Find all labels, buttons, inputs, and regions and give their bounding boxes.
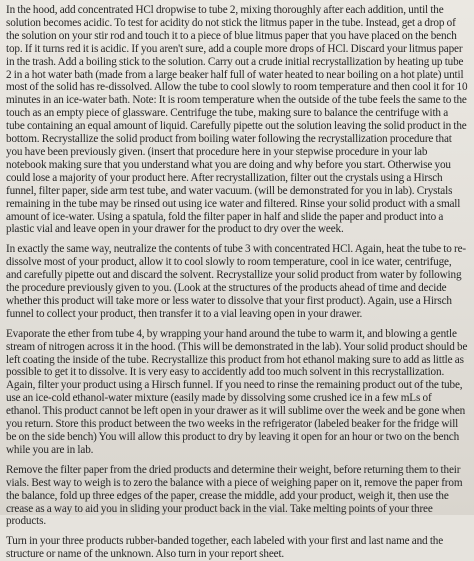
paragraph-spacer bbox=[6, 457, 468, 464]
paragraph-spacer bbox=[6, 236, 468, 243]
paragraph-tube-3: In exactly the same way, neutralize the contents of tube 3 with concentrated HCl. Again, heat the tube to re-dissolve most of your product, allow it to cool slowly to room temperature, cool in ice water, centrifuge, and carefully pipette out and discard the solvent. Recrystallize your solid product from water by following the procedure previously given to you. (Look at the structures of the products ahead of time and decide whether this product will take more or less water to dissolve that your first product). Again, use a Hirsch funnel to collect your product, then transfer it to a vial leaving open in your drawer. bbox=[6, 243, 466, 320]
paragraph-spacer bbox=[6, 528, 468, 535]
paragraph-tube-2: In the hood, add concentrated HCl dropwise to tube 2, mixing thoroughly after each addition, until the solution becomes acidic. To test for acidity do not stick the litmus paper in the tube. Instead, get a drop of the solution on your stir rod and touch it to a piece of blue litmus paper that you have placed on the bench top. If it turns red it is acidic. If you aren't sure, add a couple more drops of HCl. Discard your litmus paper in the trash. Add a boiling stick to the solution. Carry out a crude initial recrystallization by heating up tube 2 in a hot water bath (made from a large beaker half full of water heated to near boiling on a hot plate) until most of the solid has re-dissolved. Allow the tube to cool slowly to room temperature and then cool it for 10 minutes in an ice-water bath. Note: It is room temperature when the outside of the tube feels the same to the touch as an empty piece of glassware. Centrifuge the tube, making sure to balance the centrifuge with a tube containing an equal amount of liquid. Carefully pipette out the solution leaving the solid product in the bottom. Recrystallize the solid product from boiling water following the recrystallization procedure that you have been previously given. (insert that procedure here in your stepwise procedure in your lab notebook making sure that you understand what you are doing and why before you start. Otherwise you could lose a majority of your product here. After recrystallization, filter out the crystals using a Hirsch funnel, filter paper, side arm test tube, and water vacuum. (will be demonstrated for you in lab). Crystals remaining in the tube may be rinsed out using ice water and filtered. Rinse your solid product with a small amount of ice-water. Using a spatula, fold the filter paper in half and slide the paper and product into a plastic vial and leave open in your drawer for the product to dry over the week. bbox=[6, 4, 468, 236]
paragraph-weigh-products: Remove the filter paper from the dried products and determine their weight, before returning them to their vials. Best way to weigh is to zero the balance with a piece of weighing paper on it, remove the paper from the balance, fold up three edges of the paper, crease the middle, add your product, weigh it, then use the crease as a way to aid you in sliding your product back in the vial. Take melting points of your three products. bbox=[6, 463, 463, 528]
paragraph-spacer bbox=[6, 321, 468, 328]
paragraph-turn-in: Turn in your three products rubber-banded together, each labeled with your first and last name and the structure or name of the unknown. Also turn in your report sheet. bbox=[6, 535, 444, 561]
paragraph-tube-4: Evaporate the ether from tube 4, by wrapping your hand around the tube to warm it, and blowing a gentle stream of nitrogen across it in the hood. (This will be demonstrated in the lab). Your solid product should be left coating the inside of the tube. Recrystallize this product from hot ethanol making sure to add as little as possible to get it to dissolve. It is very easy to accidently add too much solvent in this recrystallization. Again, filter your product using a Hirsch funnel. If you need to rinse the remaining product out of the tube, use an ice-cold ethanol-water mixture (easily made by dissolving some crushed ice in a few mLs of ethanol. This product cannot be left open in your drawer as it will sublime over the week and be gone when you return. Store this product between the two weeks in the refrigerator (labeled beaker for the fridge will be on the side bench) You will allow this product to dry by leaving it open for an hour or two on the bench while you are in lab. bbox=[6, 327, 468, 456]
